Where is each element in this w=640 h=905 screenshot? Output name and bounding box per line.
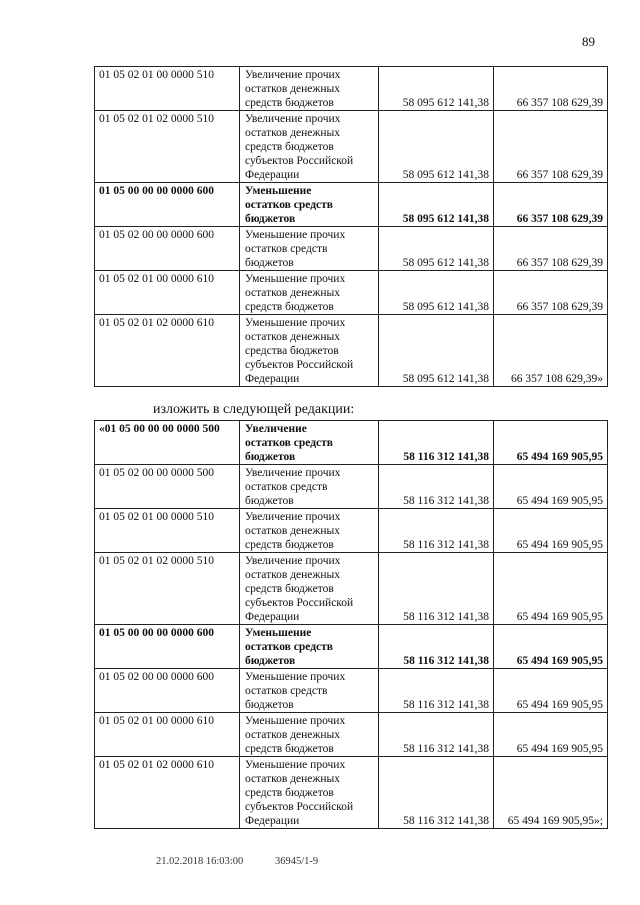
row-value-1: 58 095 612 141,38 — [379, 111, 494, 183]
row-code: 01 05 00 00 00 0000 600 — [95, 625, 240, 669]
row-description — [240, 315, 379, 387]
table-row — [95, 111, 608, 183]
row-description — [240, 713, 379, 757]
row-value-1: 58 095 612 141,38 — [379, 315, 494, 387]
page-number: 89 — [582, 34, 595, 49]
row-value-1: 58 116 312 141,38 — [379, 713, 494, 757]
row-description — [240, 227, 379, 271]
row-value-1: 58 095 612 141,38 — [379, 271, 494, 315]
table-row — [95, 509, 608, 553]
row-value-2: 66 357 108 629,39 — [494, 227, 608, 271]
row-code: 01 05 02 01 02 0000 510 — [95, 553, 240, 625]
row-value-1: 58 116 312 141,38 — [379, 669, 494, 713]
row-description — [240, 553, 379, 625]
table-row — [95, 67, 608, 111]
row-description-text: Уменьшение остатков средств бюджетов — [245, 185, 334, 225]
table-row — [95, 553, 608, 625]
row-code: 01 05 02 00 00 0000 600 — [95, 669, 240, 713]
row-description-text: Увеличение прочих остатков денежных средств бюджетов — [245, 511, 341, 551]
row-value-2: 66 357 108 629,39 — [494, 111, 608, 183]
row-description-text: Увеличение прочих остатков денежных средств бюджетов — [245, 69, 341, 109]
row-code: 01 05 02 01 00 0000 510 — [95, 67, 240, 111]
row-description — [240, 421, 379, 465]
table-row — [95, 757, 608, 829]
row-description-text: Уменьшение прочих остатков денежных средств бюджетов субъектов Российской Федерации — [245, 759, 354, 827]
row-value-2: 65 494 169 905,95 — [494, 669, 608, 713]
row-value-2: 66 357 108 629,39 — [494, 67, 608, 111]
table-row — [95, 227, 608, 271]
row-description — [240, 183, 379, 227]
footer-doc-id: 36945/1-9 — [275, 856, 319, 867]
row-value-2: 65 494 169 905,95 — [494, 465, 608, 509]
row-value-1: 58 095 612 141,38 — [379, 227, 494, 271]
table-row — [95, 183, 608, 227]
row-description-text: Увеличение прочих остатков денежных средств бюджетов субъектов Российской Федерации — [245, 113, 354, 181]
row-value-1: 58 116 312 141,38 — [379, 509, 494, 553]
row-description-text: Уменьшение прочих остатков средств бюджетов — [245, 229, 346, 269]
row-value-2: 65 494 169 905,95 — [494, 421, 608, 465]
row-value-2: 66 357 108 629,39 — [494, 183, 608, 227]
table-row — [95, 625, 608, 669]
row-description-text: Уменьшение прочих остатков денежных средств бюджетов — [245, 273, 346, 313]
row-description — [240, 509, 379, 553]
row-value-2: 65 494 169 905,95 — [494, 713, 608, 757]
row-value-2: 65 494 169 905,95 — [494, 553, 608, 625]
row-code: 01 05 02 00 00 0000 600 — [95, 227, 240, 271]
amendment-text: изложить в следующей редакции: — [153, 402, 355, 417]
row-code: 01 05 02 01 00 0000 610 — [95, 271, 240, 315]
budget-table-old — [94, 66, 608, 387]
row-value-1: 58 116 312 141,38 — [379, 421, 494, 465]
row-value-2: 66 357 108 629,39» — [494, 315, 608, 387]
row-description — [240, 271, 379, 315]
budget-table-new — [94, 420, 608, 829]
row-description — [240, 757, 379, 829]
row-value-1: 58 095 612 141,38 — [379, 67, 494, 111]
row-value-1: 58 095 612 141,38 — [379, 183, 494, 227]
table-row — [95, 465, 608, 509]
footer-datetime: 21.02.2018 16:03:00 — [156, 856, 244, 867]
table-row — [95, 315, 608, 387]
table-row — [95, 669, 608, 713]
row-code: 01 05 02 01 02 0000 610 — [95, 757, 240, 829]
row-description — [240, 669, 379, 713]
row-description — [240, 465, 379, 509]
row-description-text: Уменьшение прочих остатков средств бюджетов — [245, 671, 346, 711]
row-description — [240, 67, 379, 111]
row-description — [240, 111, 379, 183]
row-description-text: Уменьшение прочих остатков денежных средства бюджетов субъектов Российской Федерации — [245, 317, 354, 385]
table-row — [95, 271, 608, 315]
row-code: 01 05 02 01 02 0000 610 — [95, 315, 240, 387]
row-description — [240, 625, 379, 669]
row-code: 01 05 02 01 00 0000 610 — [95, 713, 240, 757]
row-value-1: 58 116 312 141,38 — [379, 757, 494, 829]
row-description-text: Увеличение прочих остатков средств бюджетов — [245, 467, 341, 507]
row-value-2: 65 494 169 905,95 — [494, 509, 608, 553]
row-description-text: Уменьшение остатков средств бюджетов — [245, 627, 334, 667]
row-code: 01 05 02 00 00 0000 500 — [95, 465, 240, 509]
row-description-text: Увеличение прочих остатков денежных средств бюджетов субъектов Российской Федерации — [245, 555, 354, 623]
row-description-text: Уменьшение прочих остатков денежных средств бюджетов — [245, 715, 346, 755]
row-code: 01 05 02 01 02 0000 510 — [95, 111, 240, 183]
row-code: «01 05 00 00 00 0000 500 — [95, 421, 240, 465]
row-value-1: 58 116 312 141,38 — [379, 465, 494, 509]
table-row — [95, 713, 608, 757]
row-description-text: Увеличение остатков средств бюджетов — [245, 423, 334, 463]
row-code: 01 05 02 01 00 0000 510 — [95, 509, 240, 553]
row-value-1: 58 116 312 141,38 — [379, 625, 494, 669]
row-code: 01 05 00 00 00 0000 600 — [95, 183, 240, 227]
row-value-2: 66 357 108 629,39 — [494, 271, 608, 315]
table-row — [95, 421, 608, 465]
row-value-2: 65 494 169 905,95»; — [494, 757, 608, 829]
row-value-2: 65 494 169 905,95 — [494, 625, 608, 669]
row-value-1: 58 116 312 141,38 — [379, 553, 494, 625]
